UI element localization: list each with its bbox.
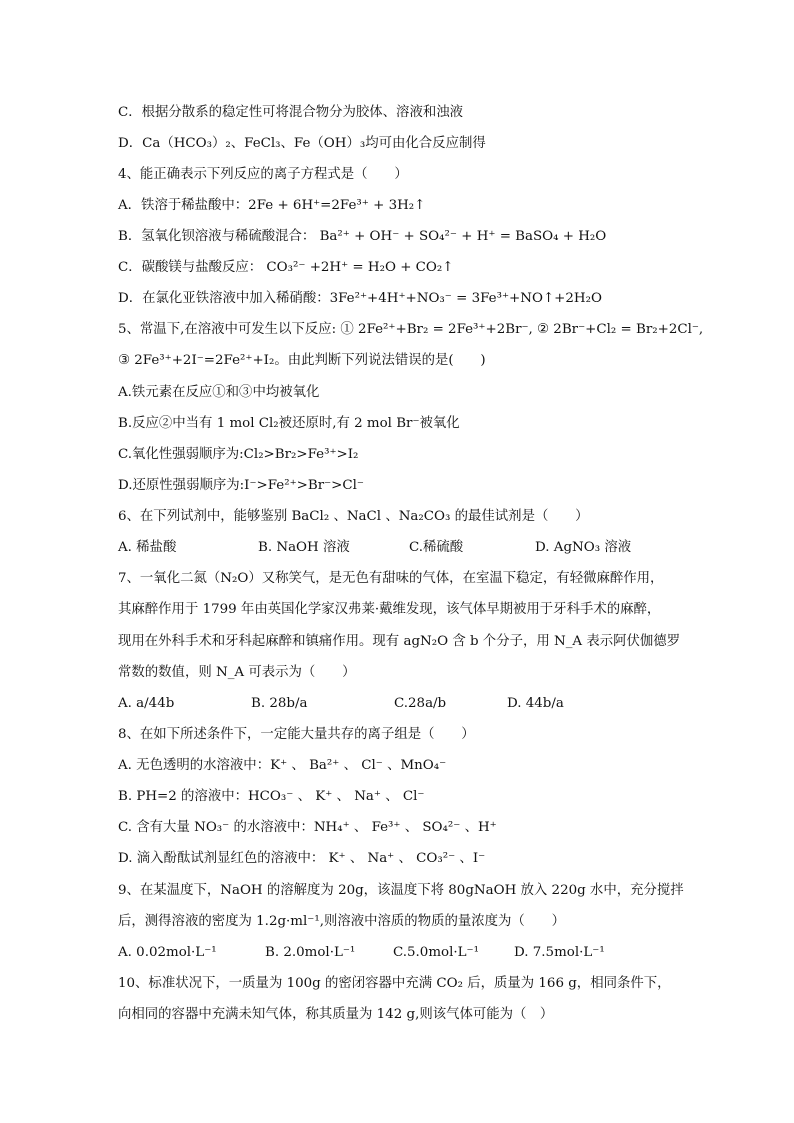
text-line: 后，测得溶液的密度为 1.2g·ml⁻¹,则溶液中溶质的物质的量浓度为（ ）: [118, 914, 565, 929]
text-line: ③ 2Fe³⁺+2I⁻=2Fe²⁺+I₂。由此判断下列说法错误的是( ): [118, 353, 486, 368]
question-6-stem: 6、在下列试剂中，能够鉴别 BaCl₂ 、NaCl 、Na₂CO₃ 的最佳试剂是（ ）: [118, 509, 589, 524]
text-line: A.铁元素在反应①和③中均被氧化: [118, 385, 320, 400]
option-a: A. a/44b: [118, 696, 175, 711]
text-line: B. PH=2 的溶液中：HCO₃⁻ 、 K⁺ 、 Na⁺ 、 Cl⁻: [118, 789, 425, 804]
option-a: A. 稀盐酸: [118, 540, 177, 555]
text-line: A．铁溶于稀盐酸中：2Fe + 6H⁺=2Fe³⁺ + 3H₂↑: [118, 198, 426, 213]
text-line: 常数的数值，则 N_A 可表示为（ ）: [118, 665, 356, 680]
question-10-stem: 10、标准状况下，一质量为 100g 的密闭容器中充满 CO₂ 后，质量为 166 g，相同条件下，: [118, 976, 671, 991]
option-d: D. AgNO₃ 溶液: [535, 540, 632, 555]
text-line: C．碳酸镁与盐酸反应： CO₃²⁻ +2H⁺ = H₂O + CO₂↑: [118, 260, 454, 275]
question-4-stem: 4、能正确表示下列反应的离子方程式是（ ）: [118, 167, 408, 182]
option-b: B. NaOH 溶液: [258, 540, 350, 555]
option-c: C.28a/b: [394, 696, 447, 711]
question-8-stem: 8、在如下所述条件下，一定能大量共存的离子组是（ ）: [118, 727, 475, 742]
text-line: C．根据分散系的稳定性可将混合物分为胶体、溶液和浊液: [118, 105, 464, 120]
text-line: D. 滴入酚酞试剂显红色的溶液中： K⁺ 、 Na⁺ 、 CO₃²⁻ 、I⁻: [118, 851, 486, 866]
option-c: C.稀硫酸: [409, 540, 464, 555]
question-7-stem: 7、一氧化二氮（N₂O）又称笑气，是无色有甜味的气体，在室温下稳定，有轻微麻醉作用，: [118, 571, 664, 586]
text-line: D．Ca（HCO₃）₂、FeCl₃、Fe（OH）₃均可由化合反应制得: [118, 136, 486, 151]
text-line: 向相同的容器中充满未知气体，称其质量为 142 g,则该气体可能为（ ）: [118, 1007, 554, 1022]
text-line: 其麻醉作用于 1799 年由英国化学家汉弗莱·戴维发现，该气体早期被用于牙科手术的麻醉，: [118, 602, 661, 617]
question-9-stem: 9、在某温度下，NaOH 的溶解度为 20g，该温度下将 80gNaOH 放入 220g 水中，充分搅拌: [118, 883, 684, 898]
question-5-stem: 5、常温下,在溶液中可发生以下反应: ① 2Fe²⁺+Br₂ = 2Fe³⁺+2Br⁻, ② 2Br⁻+Cl₂ = Br₂+2Cl⁻,: [118, 322, 704, 337]
option-b: B. 28b/a: [251, 696, 308, 711]
text-line: B．氢氧化钡溶液与稀硫酸混合： Ba²⁺ + OH⁻ + SO₄²⁻ + H⁺ = BaSO₄ + H₂O: [118, 229, 607, 244]
text-line: B.反应②中当有 1 mol Cl₂被还原时,有 2 mol Br⁻被氧化: [118, 416, 460, 431]
text-line: C.氧化性强弱顺序为:Cl₂>Br₂>Fe³⁺>I₂: [118, 447, 359, 462]
text-line: 现用在外科手术和牙科起麻醉和镇痛作用。现有 agN₂O 含 b 个分子，用 N_A 表示阿伏伽德罗: [118, 634, 681, 649]
text-line: D．在氯化亚铁溶液中加入稀硝酸：3Fe²⁺+4H⁺+NO₃⁻ = 3Fe³⁺+NO↑+2H₂O: [118, 291, 602, 306]
text-line: D.还原性强弱顺序为:I⁻>Fe²⁺>Br⁻>Cl⁻: [118, 478, 364, 493]
text-line: A. 无色透明的水溶液中：K⁺ 、 Ba²⁺ 、 Cl⁻ 、MnO₄⁻: [118, 758, 447, 773]
option-d: D. 7.5mol·L⁻¹: [514, 945, 605, 960]
option-a: A. 0.02mol·L⁻¹: [118, 945, 217, 960]
option-b: B. 2.0mol·L⁻¹: [265, 945, 356, 960]
text-line: C. 含有大量 NO₃⁻ 的水溶液中：NH₄⁺ 、 Fe³⁺ 、 SO₄²⁻ 、H⁺: [118, 820, 497, 835]
option-d: D. 44b/a: [507, 696, 564, 711]
option-c: C.5.0mol·L⁻¹: [393, 945, 479, 960]
